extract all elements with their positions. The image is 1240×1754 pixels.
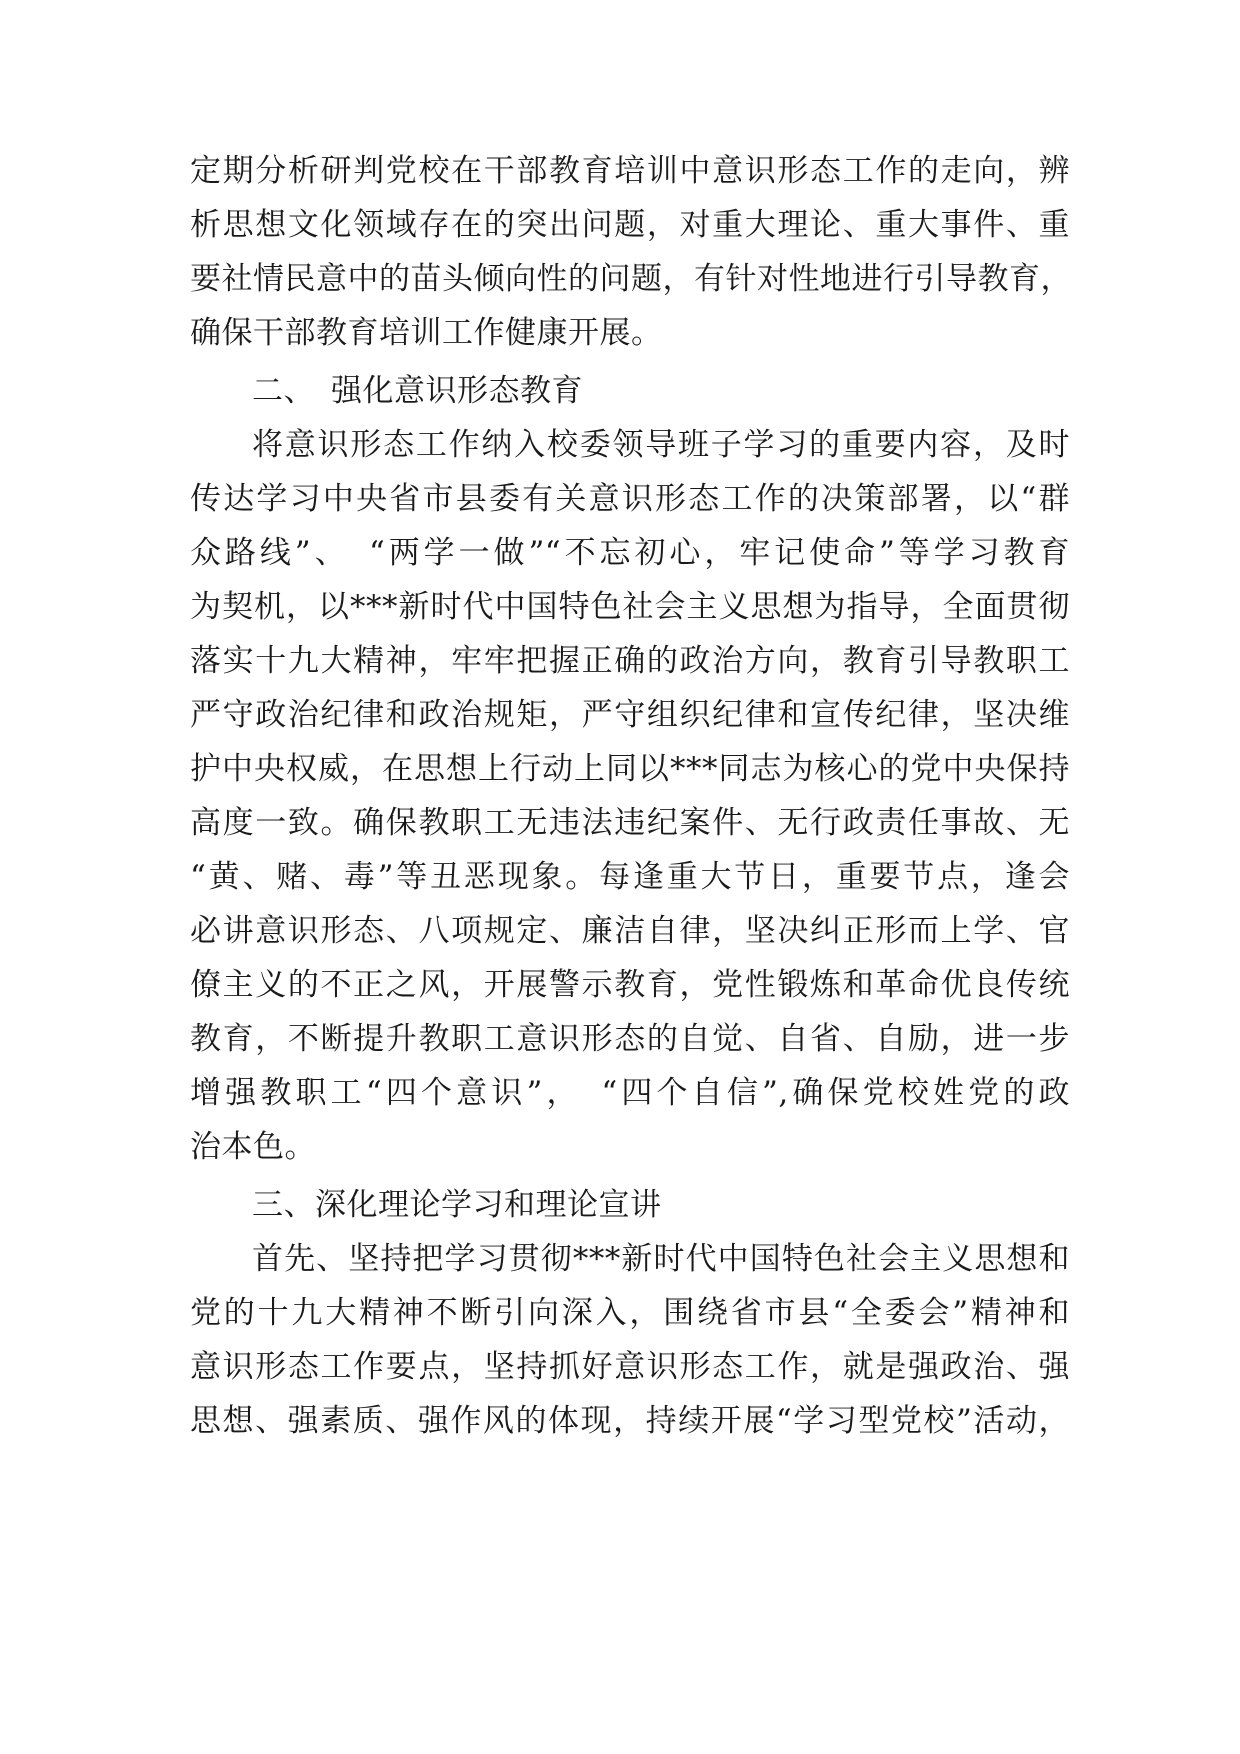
- paragraph-1: [190, 144, 1070, 360]
- paragraph-line: 要社情民意中的苗头倾向性的问题，有针对性地进行引导教育，: [190, 261, 1072, 297]
- paragraph-line: 将意识形态工作纳入校委领导班子学习的重要内容，及时: [252, 427, 1070, 463]
- paragraph-line: 传达学习中央省市县委有关意识形态工作的决策部署，以“群: [190, 481, 1070, 517]
- paragraph-2: [190, 418, 1070, 1174]
- paragraph-line: 党的十九大精神不断引向深入，围绕省市县“全委会”精神和: [190, 1295, 1070, 1331]
- paragraph-line: 为契机，以***新时代中国特色社会主义思想为指导，全面贯彻: [190, 589, 1070, 625]
- paragraph-line: 确保干部教育培训工作健康开展。: [190, 315, 663, 351]
- document-body: [190, 144, 1070, 1448]
- paragraph-line: 众路线”、 “两学一做”“不忘初心，牢记使命”等学习教育: [190, 535, 1070, 571]
- paragraph-line: 护中央权威，在思想上行动上同以***同志为核心的党中央保持: [190, 751, 1070, 787]
- paragraph-line: “黄、赌、毒”等丑恶现象。每逢重大节日，重要节点，逢会: [190, 859, 1070, 895]
- paragraph-line: 必讲意识形态、八项规定、廉洁自律，坚决纠正形而上学、官: [190, 913, 1070, 949]
- section-heading-3: 三、深化理论学习和理论宣讲: [252, 1187, 662, 1223]
- paragraph-line: 高度一致。确保教职工无违法违纪案件、无行政责任事故、无: [190, 805, 1070, 841]
- paragraph-line: 析思想文化领域存在的突出问题，对重大理论、重大事件、重: [190, 207, 1070, 243]
- paragraph-line: 定期分析研判党校在干部教育培训中意识形态工作的走向，辨: [190, 153, 1070, 189]
- paragraph-line: 首先、坚持把学习贯彻***新时代中国特色社会主义思想和: [252, 1241, 1070, 1277]
- paragraph-line: 落实十九大精神，牢牢把握正确的政治方向，教育引导教职工: [190, 643, 1070, 679]
- paragraph-line: 严守政治纪律和政治规矩，严守组织纪律和宣传纪律，坚决维: [190, 697, 1070, 733]
- paragraph-line: 僚主义的不正之风，开展警示教育，党性锻炼和革命优良传统: [190, 967, 1070, 1003]
- paragraph-line: 意识形态工作要点，坚持抓好意识形态工作，就是强政治、强: [190, 1349, 1070, 1385]
- section-heading-2: 二、 强化意识形态教育: [252, 373, 583, 409]
- paragraph-3: [190, 1232, 1070, 1448]
- paragraph-line: 教育，不断提升教职工意识形态的自觉、自省、自励，进一步: [190, 1021, 1070, 1057]
- paragraph-line: 治本色。: [190, 1129, 316, 1165]
- paragraph-line: 思想、强素质、强作风的体现，持续开展“学习型党校”活动，: [190, 1403, 1070, 1439]
- paragraph-line: 增强教职工“四个意识”， “四个自信”,确保党校姓党的政: [190, 1075, 1070, 1111]
